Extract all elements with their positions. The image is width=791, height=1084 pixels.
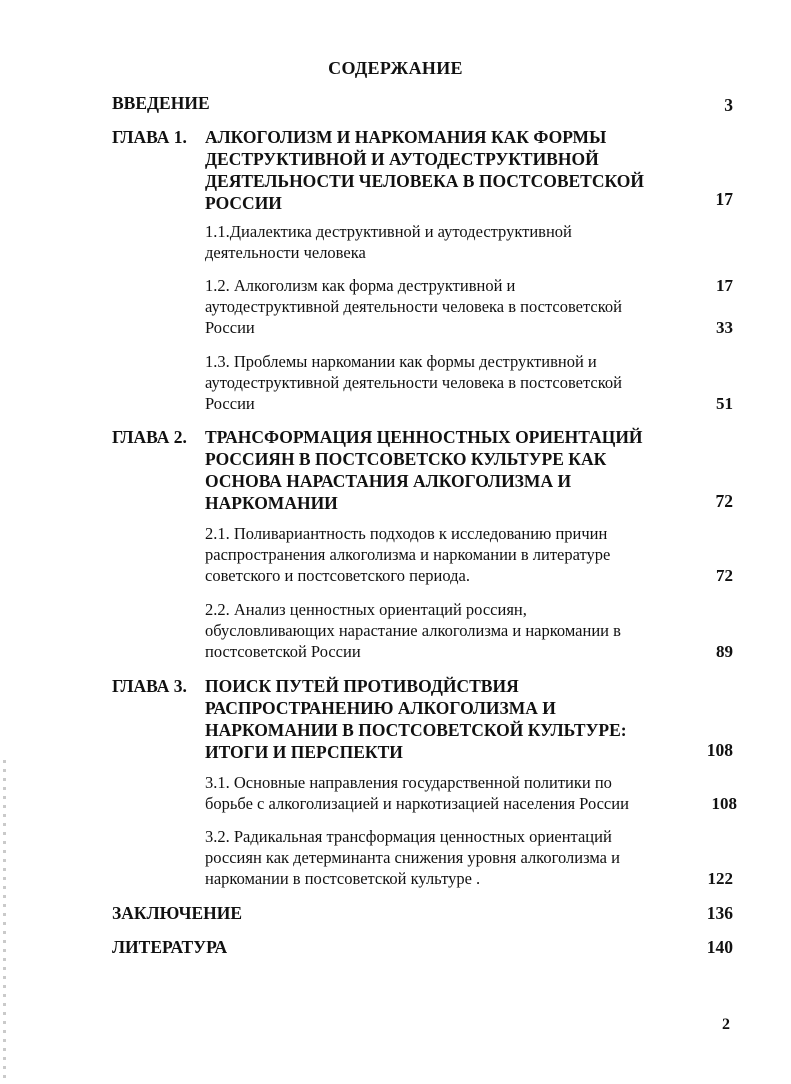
chapter-2-label: ГЛАВА 2. (112, 427, 187, 447)
section-line: 2.2. Анализ ценностных ориентаций россиян, (205, 600, 527, 619)
section-line: аутодеструктивной деятельности человека в постсоветской (205, 373, 622, 392)
section-line: деятельности человека (205, 243, 366, 262)
section-line: наркомании в постсоветской культуре . (205, 869, 481, 888)
chapter-1-title-line: ДЕСТРУКТИВНОЙ И АУТОДЕСТРУКТИВНОЙ (205, 149, 599, 169)
toc-entry-literature-label: ЛИТЕРАТУРА (112, 937, 228, 957)
chapter-2-title-line: РОССИЯН В ПОСТСОВЕТСКО КУЛЬТУРЕ КАК (205, 449, 607, 469)
section-line: борьбе с алкоголизацией и наркотизацией населения России (205, 794, 629, 813)
scan-artifact (3, 760, 6, 1080)
section-1-3 (205, 351, 622, 414)
chapter-3-title-line: РАСПРОСТРАНЕНИЮ АЛКОГОЛИЗМА И (205, 698, 556, 718)
chapter-2-title-line: ОСНОВА НАРАСТАНИЯ АЛКОГОЛИЗМА И (205, 471, 572, 491)
section-1-2-page-last: 33 (716, 318, 733, 337)
section-1-2 (205, 275, 622, 338)
section-line: России (205, 394, 255, 413)
section-line: 1.3. Проблемы наркомании как формы деструктивной и (205, 352, 597, 371)
section-2-1 (205, 523, 610, 586)
chapter-2-title-line: ТРАНСФОРМАЦИЯ ЦЕННОСТНЫХ ОРИЕНТАЦИЙ (205, 427, 643, 447)
chapter-1-title-line: ДЕЯТЕЛЬНОСТИ ЧЕЛОВЕКА В ПОСТСОВЕТСКОЙ (205, 171, 644, 191)
section-1-3-page: 51 (716, 394, 733, 413)
section-line: советского и постсоветского периода. (205, 566, 471, 585)
chapter-3-title-line: ПОИСК ПУТЕЙ ПРОТИВОДЙСТВИЯ (205, 676, 519, 696)
chapter-3-title-line: НАРКОМАНИИ В ПОСТСОВЕТСКОЙ КУЛЬТУРЕ: (205, 720, 627, 740)
section-line: 1.1.Диалектика деструктивной и аутодеструктивной (205, 222, 572, 241)
section-2-2-page: 89 (716, 642, 733, 661)
chapter-2-title (205, 426, 643, 514)
section-line: распространения алкоголизма и наркомании в литературе (205, 545, 611, 564)
section-3-1 (205, 772, 629, 814)
section-line: постсоветской России (205, 642, 361, 661)
section-line: 3.1. Основные направления государственной политики по (205, 773, 612, 792)
chapter-1-title (205, 126, 644, 214)
section-3-2-page: 122 (707, 869, 733, 888)
section-1-2-page-first: 17 (716, 276, 733, 295)
chapter-1-title-line: РОССИИ (205, 193, 282, 213)
toc-entry-intro-page: 3 (724, 95, 733, 115)
chapter-3-page: 108 (706, 740, 733, 760)
toc-entry-conclusion-label: ЗАКЛЮЧЕНИЕ (112, 903, 243, 923)
section-line: 1.2. Алкоголизм как форма деструктивной и (205, 276, 516, 295)
toc-entry-literature-page: 140 (706, 937, 733, 957)
section-line: 3.2. Радикальная трансформация ценностных ориентаций (205, 827, 612, 846)
section-3-2 (205, 826, 620, 889)
chapter-3-label: ГЛАВА 3. (112, 676, 187, 696)
section-line: аутодеструктивной деятельности человека в постсоветской (205, 297, 622, 316)
section-2-1-page: 72 (716, 566, 733, 585)
page-title: СОДЕРЖАНИЕ (328, 58, 463, 78)
chapter-1-label: ГЛАВА 1. (112, 127, 187, 147)
page-number: 2 (722, 1016, 730, 1033)
chapter-2-page: 72 (715, 491, 733, 511)
chapter-3-title-line: ИТОГИ И ПЕРСПЕКТИ (205, 742, 403, 762)
section-line: обусловливающих нарастание алкоголизма и наркомании в (205, 621, 621, 640)
toc-entry-intro-label: ВВЕДЕНИЕ (112, 93, 210, 113)
section-1-1 (205, 221, 572, 263)
toc-entry-conclusion-page: 136 (706, 903, 733, 923)
chapter-1-title-line: АЛКОГОЛИЗМ И НАРКОМАНИЯ КАК ФОРМЫ (205, 127, 607, 147)
chapter-1-page: 17 (715, 189, 733, 209)
section-line: России (205, 318, 255, 337)
section-2-2 (205, 599, 621, 662)
section-line: россиян как детерминанта снижения уровня алкоголизма и (205, 848, 620, 867)
section-line: 2.1. Поливариантность подходов к исследованию причин (205, 524, 608, 543)
chapter-3-title (205, 675, 627, 763)
chapter-2-title-line: НАРКОМАНИИ (205, 493, 338, 513)
section-3-1-page: 108 (711, 794, 737, 813)
